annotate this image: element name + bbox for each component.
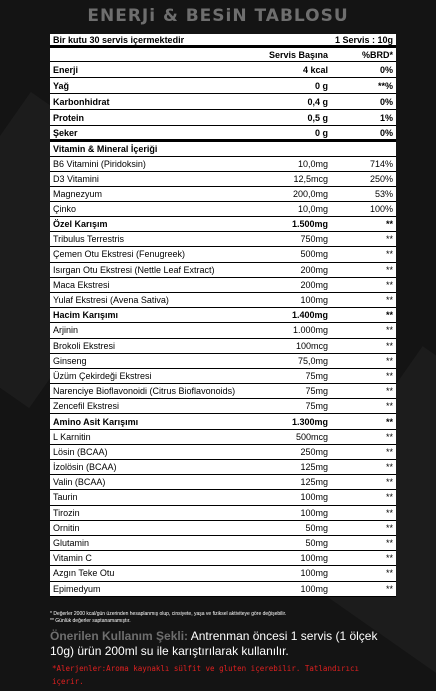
- table-row: [50, 293, 396, 308]
- row-pct: 0%: [379, 64, 393, 75]
- row-amount: 100mcg: [295, 340, 328, 351]
- row-name: Yağ: [53, 80, 70, 91]
- table-row: [50, 490, 396, 505]
- row-pct: **: [385, 446, 393, 457]
- table-row: [50, 354, 396, 369]
- row-name: Glutamin: [53, 538, 90, 549]
- table-row: [50, 94, 396, 110]
- row-amount: 1.400mg: [291, 310, 328, 321]
- row-pct: 0%: [379, 127, 393, 138]
- row-amount: 100mg: [300, 583, 328, 594]
- row-amount: 1.000mg: [292, 325, 328, 336]
- table-row: [50, 126, 396, 142]
- table-row: [50, 308, 396, 323]
- row-amount: 200mg: [300, 264, 328, 275]
- row-pct: **: [385, 416, 393, 427]
- row-amount: 0 g: [314, 80, 328, 91]
- row-pct: **: [385, 538, 393, 549]
- row-pct: 100%: [369, 204, 393, 214]
- col-brd: %BRD*: [361, 49, 393, 60]
- row-name: İzolösin (BCAA): [53, 462, 117, 473]
- row-pct: 250%: [369, 174, 393, 184]
- row-amount: 750mg: [300, 234, 328, 245]
- table-row: [50, 157, 396, 172]
- row-pct: **: [385, 522, 393, 533]
- row-pct: 714%: [369, 159, 393, 169]
- table-row: [50, 323, 396, 338]
- row-name: Maca Ekstresi: [53, 279, 110, 290]
- row-pct: **: [385, 462, 393, 473]
- row-name: Epimedyum: [53, 583, 101, 594]
- row-pct: **: [385, 310, 393, 321]
- ingredient-rows: [50, 217, 396, 597]
- table-row: [50, 187, 396, 202]
- row-pct: 0%: [379, 96, 393, 107]
- table-row: [50, 217, 396, 232]
- table-row: [50, 110, 396, 126]
- footnotes: [50, 611, 396, 625]
- serving-info: Bir kutu 30 servis içermektedir: [53, 34, 185, 45]
- table-row: [50, 172, 396, 187]
- row-amount: 200,0mg: [292, 189, 328, 199]
- table-row: [50, 263, 396, 278]
- table-row: [50, 414, 396, 429]
- table-row: [50, 445, 396, 460]
- row-pct: **: [385, 583, 393, 594]
- row-name: Özel Karışım: [53, 219, 108, 230]
- col-per-serving: Servis Başına: [268, 49, 328, 60]
- row-pct: **: [385, 355, 393, 366]
- row-pct: **: [385, 568, 393, 579]
- serving-size: 1 Servis : 10g: [334, 34, 393, 45]
- row-pct: **: [385, 340, 393, 351]
- row-amount: 100mg: [300, 553, 328, 564]
- row-name: Hacim Karışımı: [53, 310, 119, 321]
- row-pct: **: [385, 264, 393, 275]
- row-amount: 0 g: [314, 127, 328, 138]
- usage-instructions: [50, 629, 400, 659]
- table-header: [50, 48, 396, 62]
- row-pct: **: [385, 507, 393, 518]
- row-name: Magnezyum: [53, 189, 103, 199]
- row-name: Brokoli Ekstresi: [53, 340, 116, 351]
- row-pct: **: [385, 279, 393, 290]
- table-row: [50, 582, 396, 597]
- row-amount: 4 kcal: [302, 64, 328, 75]
- table-row: [50, 566, 396, 581]
- row-amount: 50mg: [305, 522, 328, 533]
- row-name: Protein: [53, 112, 85, 123]
- vitamin-header: Vitamin & Mineral İçeriği: [53, 144, 158, 154]
- row-pct: 53%: [374, 189, 393, 199]
- table-row: [50, 430, 396, 445]
- row-amount: 75mg: [305, 401, 328, 412]
- table-row: [50, 232, 396, 247]
- page-title: ENERJi & BESiN TABLOSU: [87, 6, 349, 26]
- row-amount: 0,5 g: [307, 112, 328, 123]
- row-amount: 1.500mg: [291, 219, 328, 230]
- row-pct: **: [385, 249, 393, 260]
- row-amount: 50mg: [305, 538, 328, 549]
- row-amount: 100mg: [300, 507, 328, 518]
- row-name: Üzüm Çekirdeği Ekstresi: [53, 370, 152, 381]
- row-name: Karbonhidrat: [53, 96, 110, 107]
- row-name: Arjinin: [53, 325, 79, 336]
- row-amount: 100mg: [300, 295, 328, 306]
- table-row: [50, 78, 396, 94]
- row-amount: 500mcg: [295, 431, 328, 442]
- table-row: [50, 536, 396, 551]
- footnote: ** Günlük değerler saptanamamıştır.: [50, 618, 131, 624]
- table-row: [50, 460, 396, 475]
- table-row: [50, 62, 396, 78]
- row-amount: 100mg: [300, 492, 328, 503]
- row-amount: 10,0mg: [297, 204, 328, 214]
- row-pct: **: [385, 234, 393, 245]
- table-row: [50, 247, 396, 262]
- row-amount: 125mg: [300, 477, 328, 488]
- row-pct: **: [385, 431, 393, 442]
- table-row: [50, 278, 396, 293]
- vitamin-header-row: [50, 142, 396, 157]
- table-row: [50, 339, 396, 354]
- row-amount: 500mg: [300, 249, 328, 260]
- row-amount: 1.300mg: [291, 416, 328, 427]
- table-row: [50, 384, 396, 399]
- table-row: [50, 202, 396, 217]
- vitamin-rows: [50, 157, 396, 217]
- table-row: [50, 551, 396, 566]
- nutrition-rows: [50, 62, 396, 142]
- footnote: * Değerler 2000 kcal/gün üzerinden hesaplanmış olup, cinsiyete, yaşa ve fiziksel aktiviteye göre değişebilir.: [50, 611, 287, 617]
- row-name: D3 Vitamini: [53, 174, 99, 184]
- table-row: [50, 506, 396, 521]
- row-amount: 75,0mg: [297, 355, 328, 366]
- row-amount: 75mg: [305, 370, 328, 381]
- row-name: L Karnitin: [53, 431, 91, 442]
- row-amount: 100mg: [300, 568, 328, 579]
- row-pct: **: [385, 492, 393, 503]
- row-name: Yulaf Ekstresi (Avena Sativa): [53, 295, 169, 306]
- row-pct: **: [385, 386, 393, 397]
- row-name: Tribulus Terrestris: [53, 234, 125, 245]
- row-amount: 200mg: [300, 279, 328, 290]
- table-row: [50, 521, 396, 536]
- row-amount: 75mg: [305, 386, 328, 397]
- row-name: Amino Asit Karışımı: [53, 416, 139, 427]
- row-pct: **: [385, 295, 393, 306]
- row-name: Isırgan Otu Ekstresi (Nettle Leaf Extract): [53, 264, 215, 275]
- row-pct: **: [385, 553, 393, 564]
- row-pct: **: [385, 477, 393, 488]
- row-name: Narenciye Bioflavonoidi (Citrus Bioflavonoids): [53, 386, 236, 397]
- usage-label: Önerilen Kullanım Şekli:: [50, 629, 189, 643]
- row-name: Valin (BCAA): [53, 477, 106, 488]
- row-name: Tirozin: [53, 507, 80, 518]
- row-amount: 0,4 g: [307, 96, 328, 107]
- nutrition-table: [50, 34, 396, 597]
- row-pct: **: [385, 401, 393, 412]
- row-name: Ginseng: [53, 355, 87, 366]
- allergen-warning: *Alerjenler:Aroma kaynaklı sülfit ve gluten içerebilir. Tatlandırıcı içerir.: [52, 664, 360, 686]
- row-name: Zencefil Ekstresi: [53, 401, 120, 412]
- table-row: [50, 475, 396, 490]
- table-row: [50, 399, 396, 414]
- row-name: Şeker: [53, 127, 78, 138]
- table-row: [50, 369, 396, 384]
- usage-text: Antrenman öncesi 1 servis (1 ölçek 10g) ürün 200ml su ile karıştırılarak kullanılır.: [50, 629, 378, 658]
- row-name: Azgın Teke Otu: [53, 568, 115, 579]
- row-amount: 250mg: [300, 446, 328, 457]
- row-name: B6 Vitamini (Piridoksin): [53, 159, 146, 169]
- row-pct: **: [385, 219, 393, 230]
- row-pct: 1%: [379, 112, 393, 123]
- row-name: Ornitin: [53, 522, 80, 533]
- row-name: Enerji: [53, 64, 79, 75]
- row-amount: 125mg: [300, 462, 328, 473]
- row-amount: 10,0mg: [297, 159, 328, 169]
- row-pct: **%: [377, 80, 393, 91]
- row-pct: **: [385, 370, 393, 381]
- row-pct: **: [385, 325, 393, 336]
- row-name: Çinko: [53, 204, 77, 214]
- row-name: Taurin: [53, 492, 78, 503]
- serving-row: [50, 34, 396, 48]
- row-name: Vitamin C: [53, 553, 92, 564]
- row-name: Çemen Otu Ekstresi (Fenugreek): [53, 249, 186, 260]
- row-amount: 12,5mcg: [293, 174, 328, 184]
- row-name: Lösin (BCAA): [53, 446, 108, 457]
